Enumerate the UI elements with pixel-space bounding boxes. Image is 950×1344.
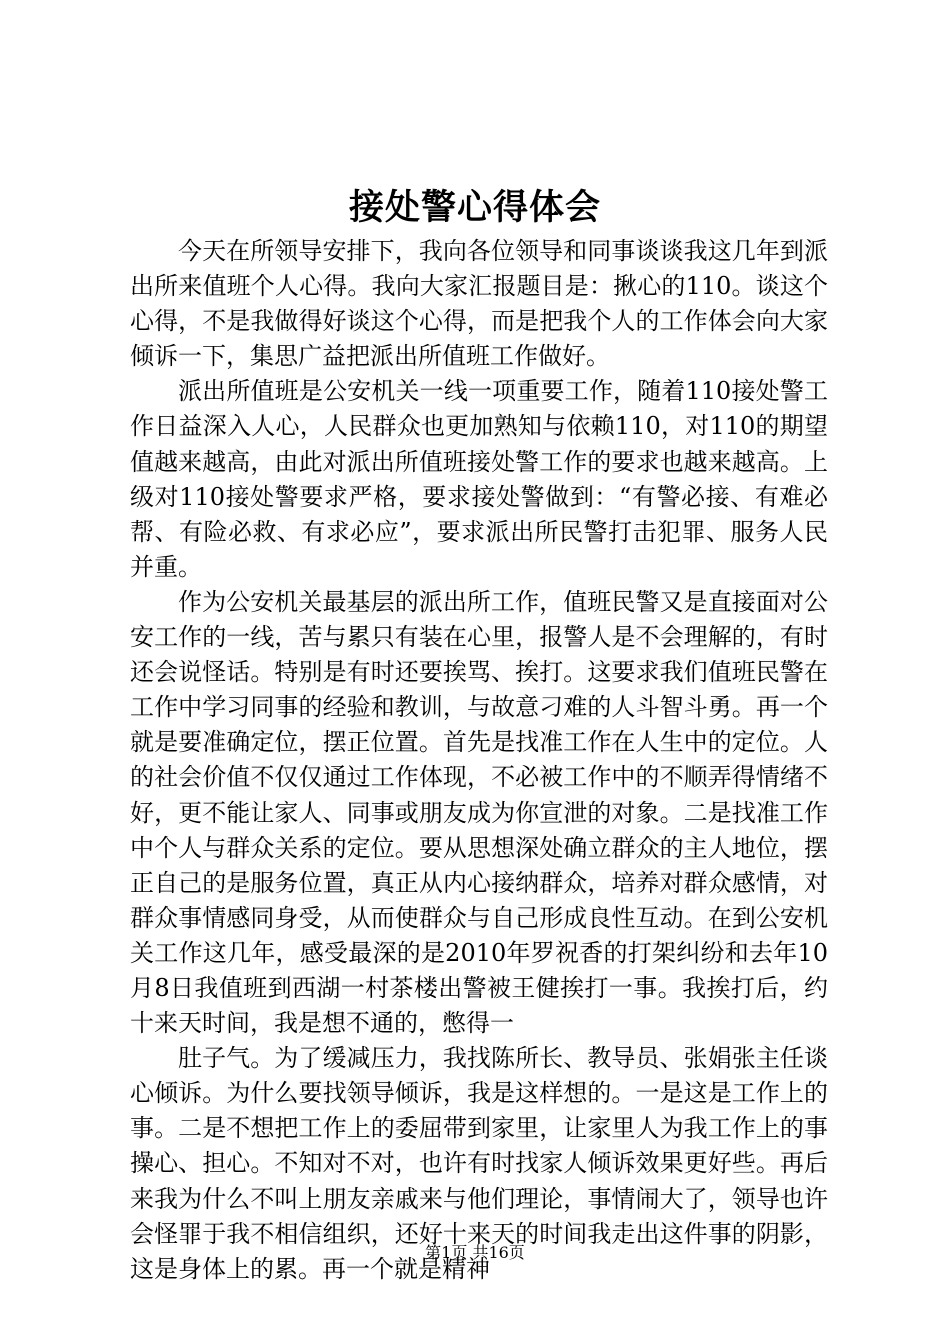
document-body xyxy=(130,234,828,1287)
paragraph-2: 派出所值班是公安机关一线一项重要工作，随着110接处警工作日益深入人心，人民群众也更加熟知与依赖110，对110的期望值越来越高，由此对派出所值班接处警工作的要求也越来越高。上级对110接处警要求严格，要求接处警做到：“有警必接、有难必帮、有险必救、有求必应”，要求派出所民警打击犯罪、服务人民并重。 xyxy=(130,377,828,581)
document-title: 接处警心得体会 xyxy=(348,187,601,228)
paragraph-3: 作为公安机关最基层的派出所工作，值班民警又是直接面对公安工作的一线，苦与累只有装在心里，报警人是不会理解的，有时还会说怪话。特别是有时还要挨骂、挨打。这要求我们值班民警在工作中学习同事的经验和教训，与故意刁难的人斗智斗勇。再一个就是要准确定位，摆正位置。首先是找准工作在人生中的定位。人的社会价值不仅仅通过工作体现，不必被工作中的不顺弄得情绪不好，更不能让家人、同事或朋友成为你宣泄的对象。二是找准工作中个人与群众关系的定位。要从思想深处确立群众的主人地位，摆正自己的是服务位置，真正从内心接纳群众，培养对群众感情，对群众事情感同身受，从而使群众与自己形成良性互动。在到公安机关工作这几年，感受最深的是2010年罗祝香的打架纠纷和去年10月8日我值班到西湖一村茶楼出警被王健挨打一事。我挨打后，约十来天时间，我是想不通的，憋得一 xyxy=(130,587,828,1038)
paragraph-1: 今天在所领导安排下，我向各位领导和同事谈谈我这几年到派出所来值班个人心得。我向大家汇报题目是：揪心的110。谈这个心得，不是我做得好谈这个心得，而是把我个人的工作体会向大家倾诉一下，集思广益把派出所值班工作做好。 xyxy=(130,237,828,371)
page-number-footer: 第1页 共16页 xyxy=(425,1243,525,1262)
paragraph-4: 肚子气。为了缓减压力，我找陈所长、教导员、张娟张主任谈心倾诉。为什么要找领导倾诉，我是这样想的。一是这是工作上的事。二是不想把工作上的委屈带到家里，让家里人为我工作上的事操心、担心。不知对不对，也许有时找家人倾诉效果更好些。再后来我为什么不叫上朋友亲戚来与他们理论，事情闹大了，领导也许会怪罪于我不相信组织，还好十来天的时间我走出这件事的阴影，这是身体上的累。再一个就是精神 xyxy=(130,1044,828,1283)
